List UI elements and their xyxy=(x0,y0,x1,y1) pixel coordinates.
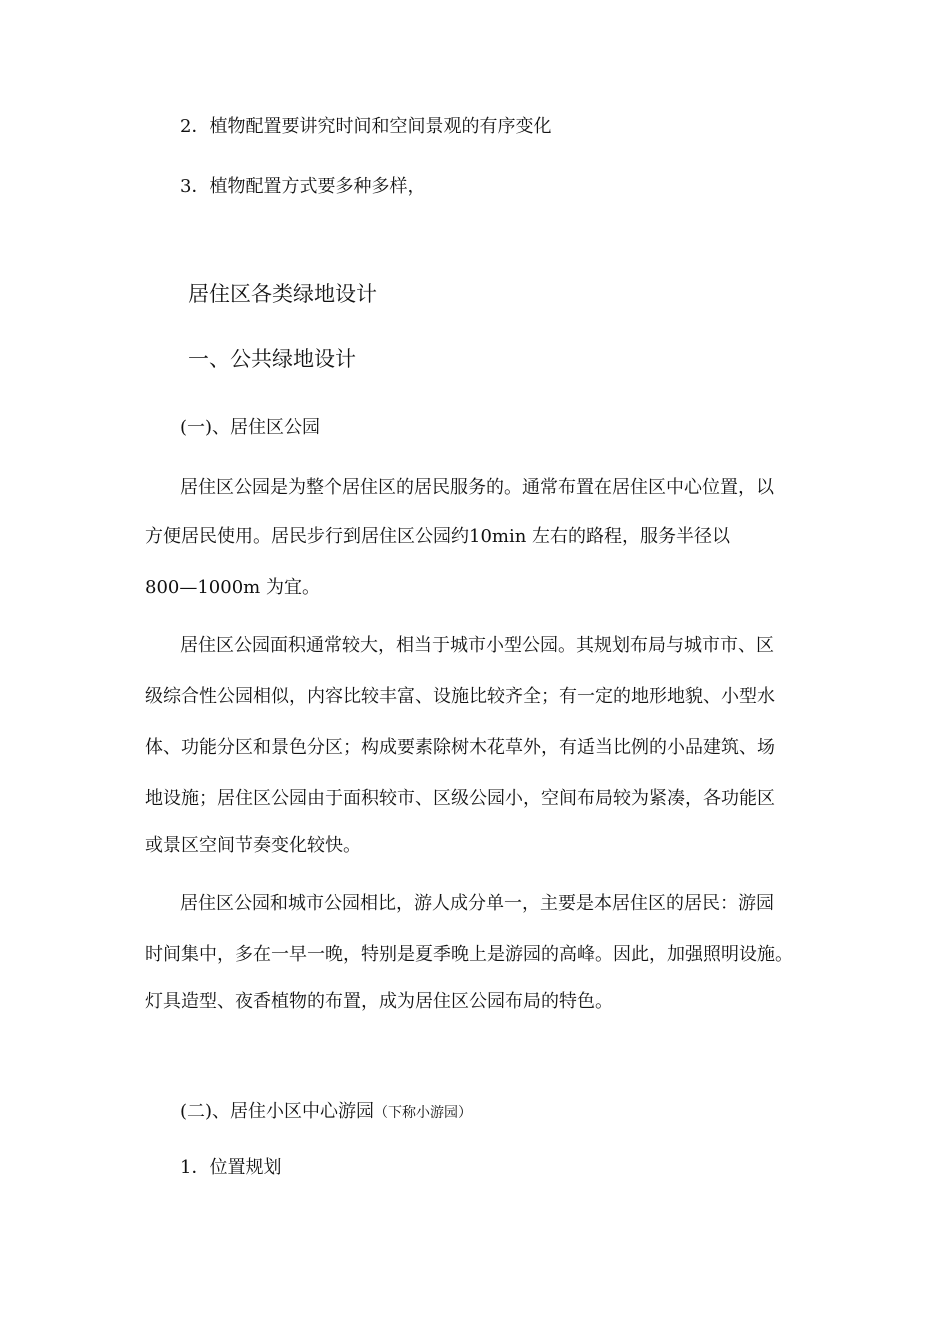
para2-line3: 体、功能分区和景色分区；构成要素除树木花草外，有适当比例的小品建筑、场 xyxy=(145,737,775,758)
para3-line2: 时间集中，多在一早一晚，特别是夏季晚上是游园的高峰。因此，加强照明设施。 xyxy=(145,944,793,965)
para2-line1: 居住区公园面积通常较大，相当于城市小型公园。其规划布局与城市市、区 xyxy=(180,635,774,656)
para3-line3: 灯具造型、夜香植物的布置，成为居住区公园布局的特色。 xyxy=(145,991,613,1012)
section-title: 居住区各类绿地设计 xyxy=(188,282,377,306)
list-item-2: 2．植物配置要讲究时间和空间景观的有序变化 xyxy=(180,116,552,137)
para2-line2: 级综合性公园相似，内容比较丰富、设施比较齐全；有一定的地形地貌、小型水 xyxy=(145,686,775,707)
subsection-title: 一、公共绿地设计 xyxy=(188,347,356,371)
para2-line5: 或景区空间节奏变化较快。 xyxy=(145,835,361,856)
part2-heading-text: (二)、居住小区中心游园 xyxy=(180,1101,375,1122)
part1-heading: (一)、居住区公园 xyxy=(180,417,321,438)
para2-line4: 地设施；居住区公园由于面积较市、区级公园小，空间布局较为紧凑，各功能区 xyxy=(145,788,775,809)
para1-line1: 居住区公园是为整个居住区的居民服务的。通常布置在居住区中心位置，以 xyxy=(180,477,774,498)
para3-line1: 居住区公园和城市公园相比，游人成分单一，主要是本居住区的居民：游园 xyxy=(180,893,774,914)
para1-line2: 方便居民使用。居民步行到居住区公园约10min 左右的路程，服务半径以 xyxy=(145,526,731,547)
part2-heading-note: （下称小游园） xyxy=(374,1105,473,1121)
part2-heading xyxy=(180,1100,472,1125)
para1-line3: 800—1000m 为宜。 xyxy=(145,577,320,598)
list-item-3: 3．植物配置方式要多种多样， xyxy=(180,176,426,197)
part2-item1: 1．位置规划 xyxy=(180,1157,282,1178)
